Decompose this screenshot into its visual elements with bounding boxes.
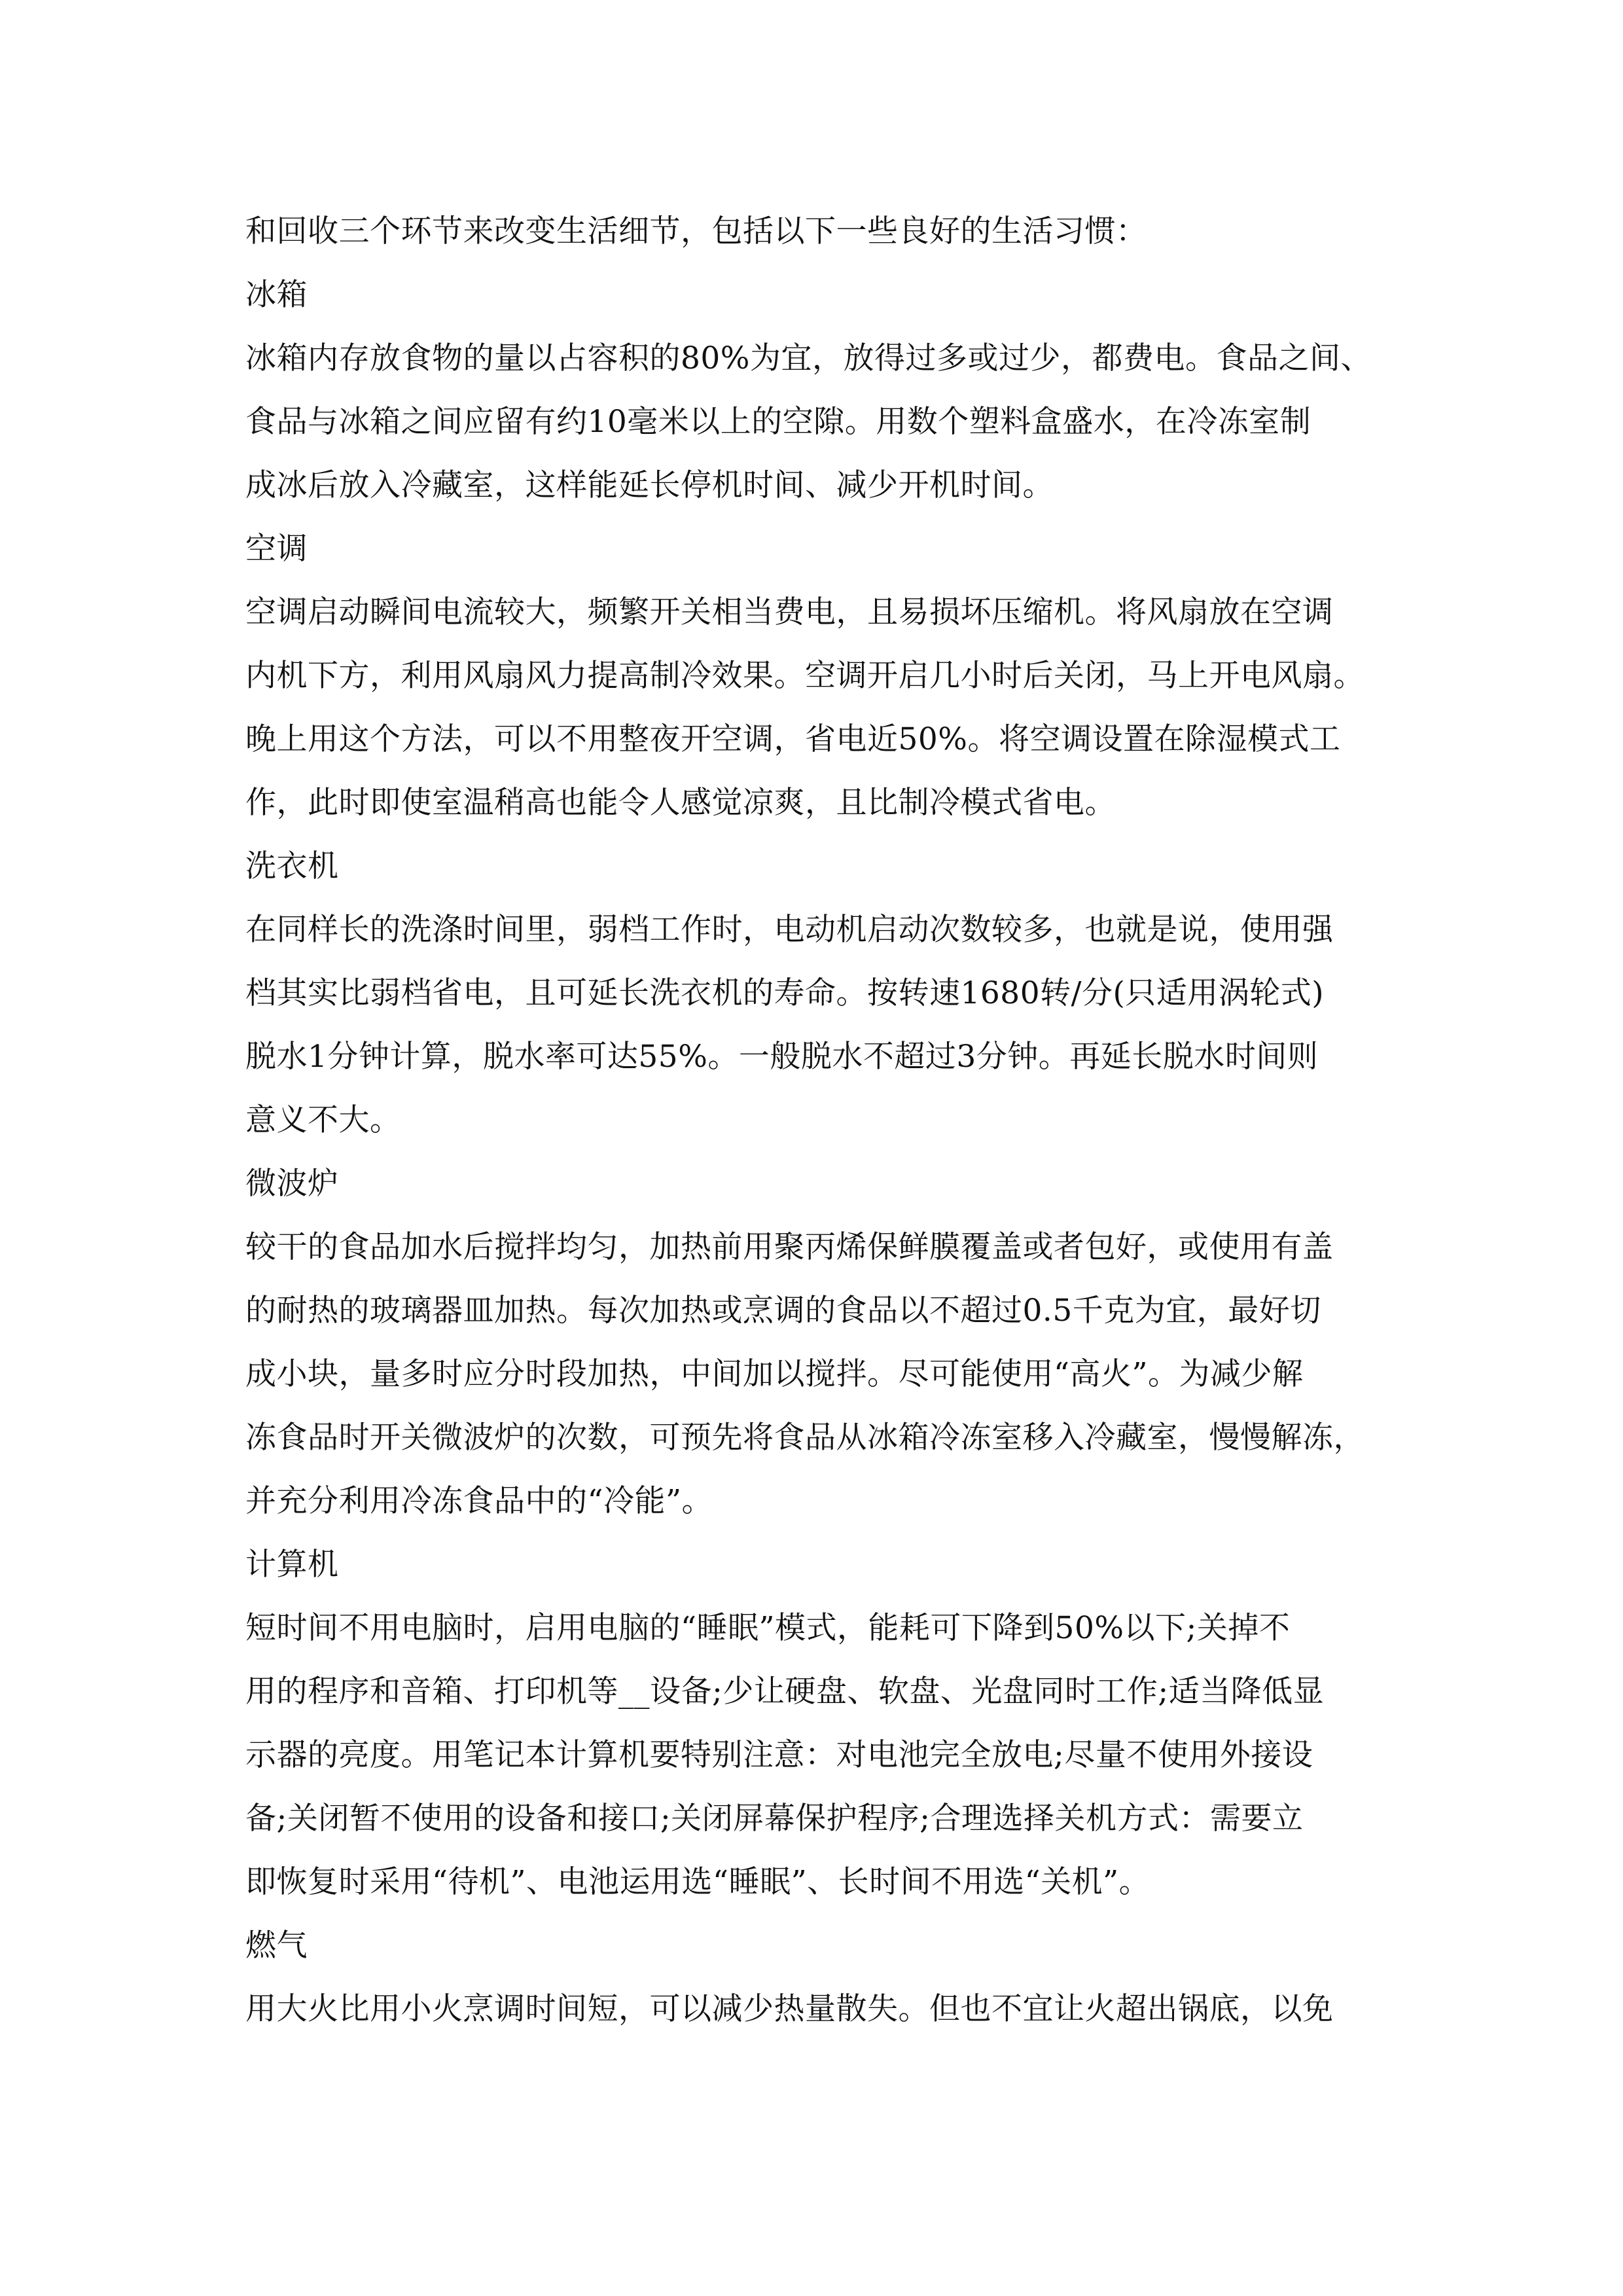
paragraph-line: 即恢复时采用“待机”、电池运用选“睡眠”、长时间不用选“关机”。 [245, 1864, 1150, 1900]
paragraph-line: 较干的食品加水后搅拌均匀，加热前用聚丙烯保鲜膜覆盖或者包好，或使用有盖 [245, 1229, 1334, 1265]
paragraph-line: 食品与冰箱之间应留有约10毫米以上的空隙。用数个塑料盒盛水，在冷冻室制 [245, 404, 1311, 440]
paragraph-line: 脱水1分钟计算，脱水率可达55%。一般脱水不超过3分钟。再延长脱水时间则 [245, 1039, 1319, 1075]
heading-fridge: 冰箱 [245, 277, 308, 313]
heading-computer: 计算机 [245, 1547, 339, 1583]
heading-air-conditioner: 空调 [245, 531, 308, 567]
intro-line: 和回收三个环节来改变生活细节，包括以下一些良好的生活习惯： [245, 213, 1147, 249]
heading-gas: 燃气 [245, 1928, 308, 1964]
paragraph-line: 示器的亮度。用笔记本计算机要特别注意：对电池完全放电;尽量不使用外接设 [245, 1737, 1313, 1773]
paragraph-line: 冻食品时开关微波炉的次数，可预先将食品从冰箱冷冻室移入冷藏室，慢慢解冻， [245, 1420, 1364, 1456]
paragraph-line: 备;关闭暂不使用的设备和接口;关闭屏幕保护程序;合理选择关机方式：需要立 [245, 1801, 1304, 1837]
paragraph-line: 内机下方，利用风扇风力提高制冷效果。空调开启几小时后关闭，马上开电风扇。 [245, 658, 1364, 694]
paragraph-line: 冰箱内存放食物的量以占容积的80%为宜，放得过多或过少，都费电。食品之间、 [245, 340, 1372, 376]
paragraph-line: 用大火比用小火烹调时间短，可以减少热量散失。但也不宜让火超出锅底，以免 [245, 1991, 1334, 2027]
paragraph-line: 的耐热的玻璃器皿加热。每次加热或烹调的食品以不超过0.5千克为宜，最好切 [245, 1293, 1321, 1329]
paragraph-line: 成小块，量多时应分时段加热，中间加以搅拌。尽可能使用“高火”。为减少解 [245, 1356, 1304, 1392]
paragraph-line: 成冰后放入冷藏室，这样能延长停机时间、减少开机时间。 [245, 467, 1054, 503]
paragraph-line: 档其实比弱档省电，且可延长洗衣机的寿命。按转速1680转/分(只适用涡轮式) [245, 975, 1325, 1011]
heading-washing-machine: 洗衣机 [245, 848, 339, 884]
paragraph-line: 并充分利用冷冻食品中的“冷能”。 [245, 1483, 713, 1519]
heading-microwave: 微波炉 [245, 1166, 339, 1202]
paragraph-line: 意义不大。 [245, 1102, 401, 1138]
paragraph-line: 作，此时即使室温稍高也能令人感觉凉爽，且比制冷模式省电。 [245, 785, 1116, 821]
document-body [245, 200, 1423, 2041]
paragraph-line: 空调启动瞬间电流较大，频繁开关相当费电，且易损坏压缩机。将风扇放在空调 [245, 594, 1334, 630]
paragraph-line: 晚上用这个方法，可以不用整夜开空调，省电近50%。将空调设置在除湿模式工 [245, 721, 1341, 757]
paragraph-line: 短时间不用电脑时，启用电脑的“睡眠”模式，能耗可下降到50%以下;关掉不 [245, 1610, 1291, 1646]
paragraph-line: 在同样长的洗涤时间里，弱档工作时，电动机启动次数较多，也就是说，使用强 [245, 912, 1334, 948]
paragraph-line: 用的程序和音箱、打印机等__设备;少让硬盘、软盘、光盘同时工作;适当降低显 [245, 1674, 1325, 1710]
